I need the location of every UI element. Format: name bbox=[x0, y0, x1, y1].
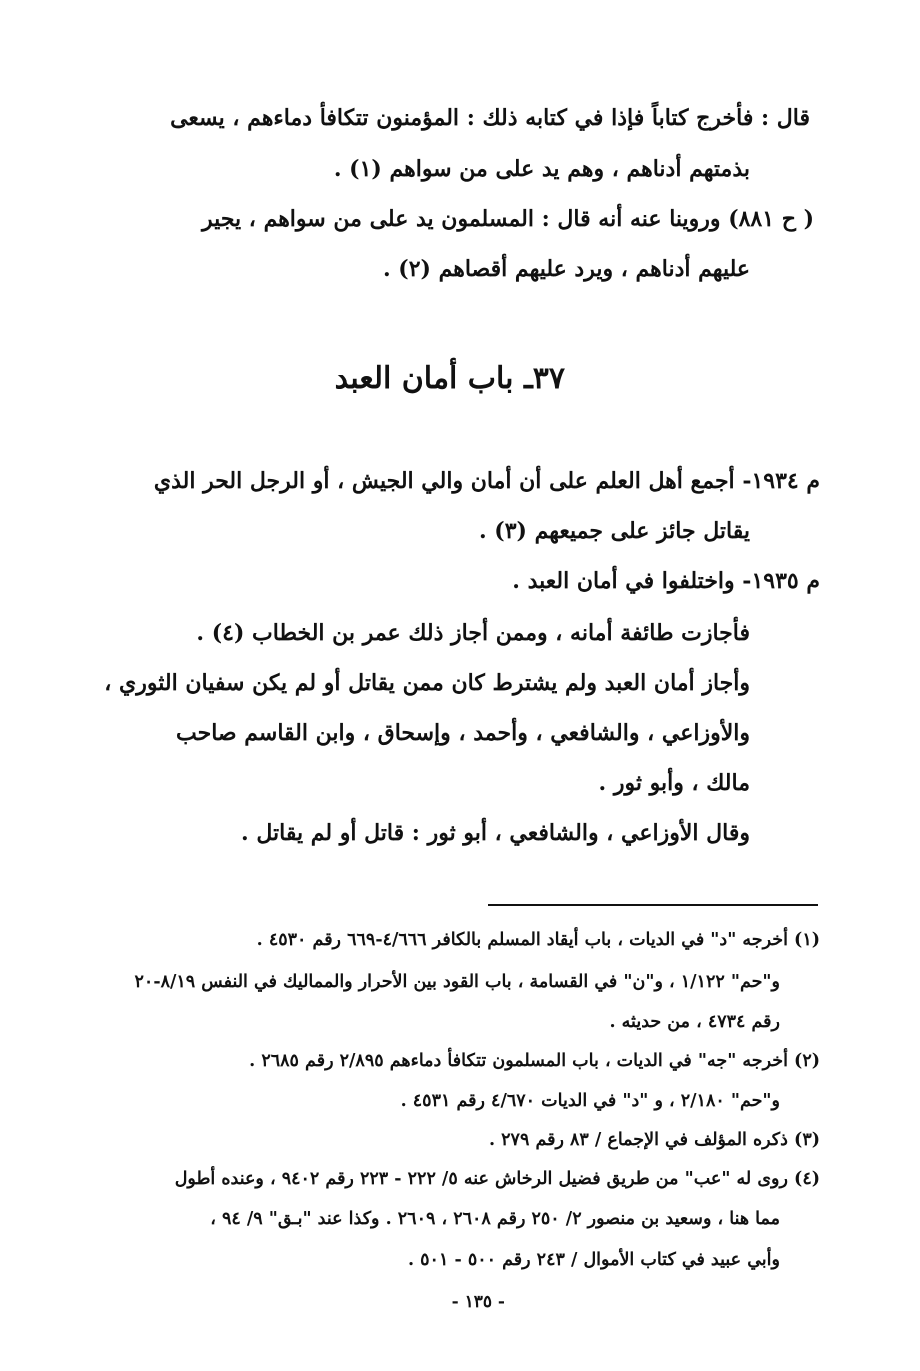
paragraph-line: فأجازت طائفة أمانه ، وممن أجاز ذلك عمر بن الخطاب (٤) . bbox=[196, 620, 750, 646]
footnote-3: (٣) ذكره المؤلف في الإجماع / ٨٣ رقم ٢٧٩ . bbox=[488, 1130, 820, 1150]
footnote-1-line: و"حم" ١/١٢٢ ، و"ن" في القسامة ، باب القود بين الأحرار والمماليك في النفس ٨/١٩-٢٠ bbox=[134, 972, 780, 992]
paragraph-line: بذمتهم أدناهم ، وهم يد على من سواهم (١) . bbox=[333, 156, 750, 182]
footnote-4-line: وأبي عبيد في كتاب الأموال / ٢٤٣ رقم ٥٠٠ - ٥٠١ . bbox=[407, 1250, 780, 1270]
footnote-separator bbox=[488, 904, 818, 906]
paragraph-1934-line: يقاتل جائز على جميعهم (٣) . bbox=[478, 518, 750, 544]
paragraph-line: وأجاز أمان العبد ولم يشترط كان ممن يقاتل أو لم يكن سفيان الثوري ، bbox=[104, 670, 750, 696]
paragraph-1934-line: م ١٩٣٤- أجمع أهل العلم على أن أمان والي الجيش ، أو الرجل الحر الذي bbox=[153, 468, 820, 494]
paragraph-line: مالك ، وأبو ثور . bbox=[598, 770, 750, 796]
footnote-2-line: (٢) أخرجه "جه" في الديات ، باب المسلمون تتكافأ دماءهم ٢/٨٩٥ رقم ٢٦٨٥ . bbox=[249, 1051, 820, 1071]
paragraph-1935: م ١٩٣٥- واختلفوا في أمان العبد . bbox=[512, 568, 820, 594]
footnote-1-line: رقم ٤٧٣٤ ، من حديثه . bbox=[609, 1012, 780, 1032]
page-number: - ١٣٥ - bbox=[451, 1292, 505, 1312]
paragraph-line: ( ح ٨٨١) وروينا عنه أنه قال : المسلمون يد على من سواهم ، يجير bbox=[202, 206, 814, 232]
footnote-4-line: (٤) روى له "عب" من طريق فضيل الرخاش عنه ٥/ ٢٢٢ - ٢٢٣ رقم ٩٤٠٢ ، وعنده أطول bbox=[174, 1169, 820, 1189]
paragraph-line: وقال الأوزاعي ، والشافعي ، أبو ثور : قاتل أو لم يقاتل . bbox=[241, 820, 750, 846]
footnote-1-line: (١) أخرجه "د" في الديات ، باب أيقاد المسلم بالكافر ٤/٦٦٦-٦٦٩ رقم ٤٥٣٠ . bbox=[256, 930, 820, 950]
section-title: ٣٧ـ باب أمان العبد bbox=[334, 361, 565, 396]
paragraph-line: عليهم أدناهم ، ويرد عليهم أقصاهم (٢) . bbox=[382, 256, 750, 282]
paragraph-line: والأوزاعي ، والشافعي ، وأحمد ، وإسحاق ، وابن القاسم صاحب bbox=[176, 720, 750, 746]
footnote-2-line: و"حم" ٢/١٨٠ ، و "د" في الديات ٤/٦٧٠ رقم ٤٥٣١ . bbox=[400, 1091, 780, 1111]
footnote-4-line: مما هنا ، وسعيد بن منصور ٢/ ٢٥٠ رقم ٢٦٠٨ ، ٢٦٠٩ . وكذا عند "بـق" ٩/ ٩٤ ، bbox=[210, 1209, 780, 1229]
paragraph-line: قال : فأخرج كتاباً فإذا في كتابه ذلك : المؤمنون تتكافأ دماءهم ، يسعى bbox=[170, 105, 810, 131]
